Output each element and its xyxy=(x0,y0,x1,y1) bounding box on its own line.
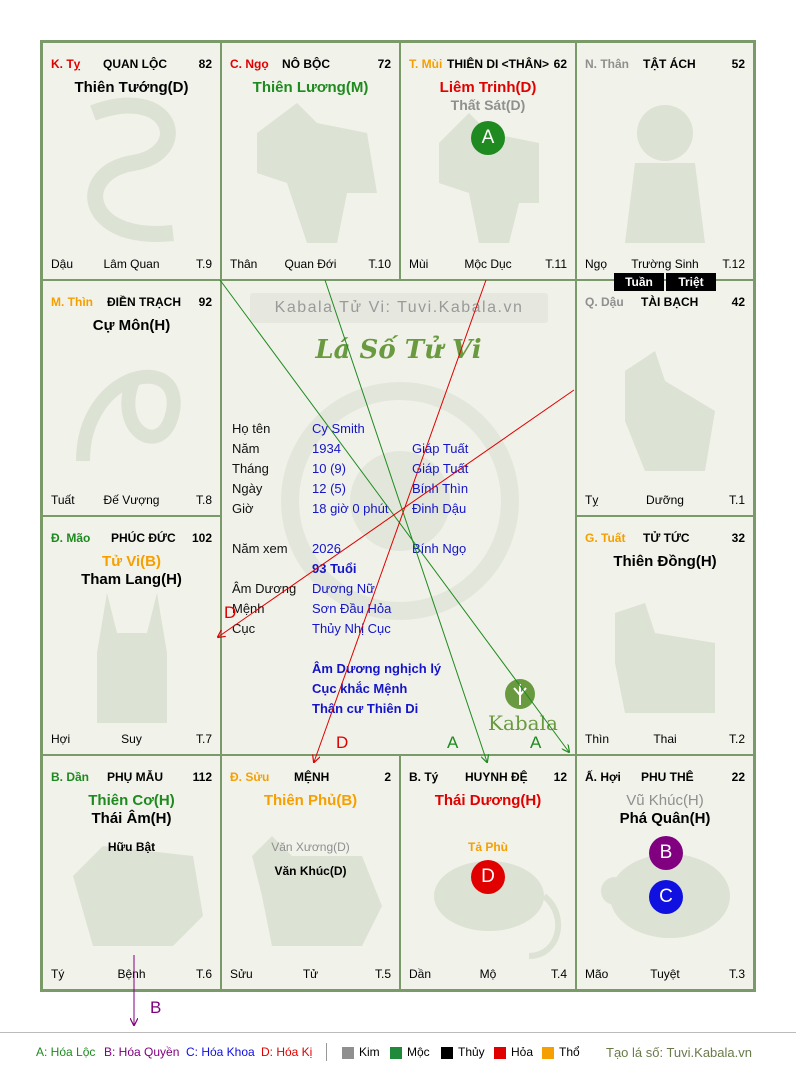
cell-suu-position: Đ. Sửu xyxy=(230,770,270,784)
cell-mui-star-2: Thất Sát(D) xyxy=(450,97,526,113)
cell-thin-foot-2: Đế Vượng xyxy=(103,493,160,507)
cell-suu-foot-1: Sửu xyxy=(230,967,253,981)
cell-tyz-palace: HUYNH ĐỆ xyxy=(465,770,528,784)
center-title: Lá Số Tử Vi xyxy=(315,335,482,365)
cell-thin-star-1: Cự Môn(H) xyxy=(92,317,171,334)
cell-than-foot-3: T.12 xyxy=(722,257,745,271)
cell-ngo-number: 72 xyxy=(377,57,391,71)
info-label-name: Họ tên xyxy=(232,421,271,436)
brand-watermark: Kabala Tử Vi: Tuvi.Kabala.vn xyxy=(250,293,548,323)
cell-hoi-number: 22 xyxy=(731,770,745,784)
cell-tuat-foot-1: Thìn xyxy=(585,732,610,746)
cell-ngo-foot-1: Thân xyxy=(230,257,258,271)
tuan-tag: Tuần xyxy=(614,273,664,291)
cell-dan-foot-2: Bệnh xyxy=(117,967,146,981)
cell-thin-foot-1: Tuất xyxy=(51,493,75,507)
info-canchi-month: Giáp Tuất xyxy=(412,461,469,476)
badge-a: A xyxy=(471,121,505,155)
info-value-am-duong: Dương Nữ xyxy=(312,581,375,596)
cell-dau-foot-1: Tỵ xyxy=(585,493,599,507)
cell-mao-star-2: Tham Lang(H) xyxy=(81,571,182,588)
legend-moc: Mộc xyxy=(407,1045,430,1059)
cell-mui-palace: THIÊN DI <THÂN> xyxy=(447,57,550,71)
cell-tyz-foot-2: Mộ xyxy=(479,967,497,981)
cell-hoi-position: Ấ. Hợi xyxy=(585,770,621,784)
cell-suu-minor-1: Văn Xương(D) xyxy=(271,840,350,854)
cell-dau-number: 42 xyxy=(731,295,745,309)
cell-ngo-palace: NÔ BỘC xyxy=(282,57,330,71)
legend-thuy: Thủy xyxy=(458,1045,485,1059)
note-1: Âm Dương nghịch lý xyxy=(312,661,442,676)
cell-than-palace: TẬT ÁCH xyxy=(643,57,696,71)
cell-dau-foot-3: T.1 xyxy=(728,493,745,507)
cell-than-position: N. Thân xyxy=(585,57,629,71)
info-age: 93 Tuổi xyxy=(312,561,357,576)
cell-ty-position: K. Tỵ xyxy=(51,57,81,71)
cell-than-number: 52 xyxy=(731,57,745,71)
cell-tyz-number: 12 xyxy=(553,770,567,784)
cell-thin-palace: ĐIỀN TRẠCH xyxy=(107,295,181,309)
arrow-a-2 xyxy=(325,280,487,762)
cell-tyz-star-1: Thái Dương(H) xyxy=(434,792,542,809)
cell-tuat-foot-3: T.2 xyxy=(728,732,745,746)
cell-tuat-star-1: Thiên Đồng(H) xyxy=(613,553,717,570)
info-value-day: 12 (5) xyxy=(312,481,346,496)
note-3: Thân cư Thiên Di xyxy=(312,701,419,716)
cell-tuat-foot-2: Thai xyxy=(653,732,677,746)
swatch-thuy xyxy=(441,1047,453,1059)
arrow-a-1 xyxy=(220,280,569,752)
cell-mao-star-1: Tử Vi(B) xyxy=(102,553,161,570)
info-canchi-hour: Đinh Dậu xyxy=(412,501,467,516)
credit-text: Tạo lá số: Tuvi.Kabala.vn xyxy=(606,1045,752,1060)
triet-tag: Triệt xyxy=(666,273,716,291)
arrow-label-a-2: A xyxy=(530,733,542,752)
cell-mui-position: T. Mùi xyxy=(409,57,443,71)
cell-tyz-foot-1: Dần xyxy=(409,967,432,981)
cell-tuat-palace: TỬ TỨC xyxy=(643,531,690,545)
legend-hoa: Hỏa xyxy=(511,1045,534,1059)
cell-ngo-foot-2: Quan Đới xyxy=(284,257,337,271)
cell-than-foot-1: Ngọ xyxy=(585,257,608,271)
cell-tuat-position: G. Tuất xyxy=(585,531,626,545)
legend-tho: Thổ xyxy=(559,1045,580,1059)
cell-mui-star-1: Liêm Trinh(D) xyxy=(439,79,537,96)
cell-ty-foot-2: Lâm Quan xyxy=(103,257,160,271)
info-value-view-year: 2026 xyxy=(312,541,341,556)
cell-hoi-foot-2: Tuyệt xyxy=(650,967,680,981)
arrow-d-2 xyxy=(218,390,574,637)
info-label-cuc: Cục xyxy=(232,621,256,636)
info-label-menh: Mệnh xyxy=(232,601,265,616)
badge-d: D xyxy=(471,860,505,894)
info-value-year: 1934 xyxy=(312,441,341,456)
cell-thin-number: 92 xyxy=(198,295,212,309)
cell-dan-star-2: Thái Âm(H) xyxy=(91,810,172,827)
arrow-d-1 xyxy=(314,280,486,762)
legend-hoa-ki: D: Hóa Kị xyxy=(261,1045,313,1059)
cell-mui-foot-1: Mùi xyxy=(409,257,429,271)
info-value-menh: Sơn Đầu Hỏa xyxy=(312,601,392,616)
cell-hoi-palace: PHU THÊ xyxy=(641,770,694,784)
info-label-am-duong: Âm Dương xyxy=(232,581,297,596)
info-label-month: Tháng xyxy=(232,461,269,476)
info-label-day: Ngày xyxy=(232,481,263,496)
cell-tuat-number: 32 xyxy=(731,531,745,545)
legend-hoa-quyen: B: Hóa Quyền xyxy=(104,1045,180,1059)
cell-dan-foot-3: T.6 xyxy=(195,967,212,981)
cell-tyz-minor-1: Tả Phù xyxy=(467,840,508,854)
cell-ty-number: 82 xyxy=(198,57,212,71)
swatch-moc xyxy=(390,1047,402,1059)
arrow-label-d-1: D xyxy=(224,603,237,622)
info-value-cuc: Thủy Nhị Cục xyxy=(312,621,391,636)
badge-b: B xyxy=(649,836,683,870)
badge-c: C xyxy=(649,880,683,914)
legend-hoa-khoa: C: Hóa Khoa xyxy=(186,1045,255,1059)
arrow-label-a-1: A xyxy=(447,733,459,752)
cell-mui-foot-2: Mộc Dục xyxy=(464,257,512,271)
info-canchi-year: Giáp Tuất xyxy=(412,441,469,456)
info-value-name: Cy Smith xyxy=(312,421,365,436)
cell-dan-palace: PHỤ MẪU xyxy=(107,770,163,784)
legend-kim: Kim xyxy=(359,1045,380,1059)
swatch-hoa xyxy=(494,1047,506,1059)
cell-ty-foot-3: T.9 xyxy=(195,257,212,271)
swatch-kim xyxy=(342,1047,354,1059)
info-label-year: Năm xyxy=(232,441,260,456)
info-value-hour: 18 giờ 0 phút xyxy=(312,501,389,516)
cell-mao-position: Đ. Mão xyxy=(51,531,91,545)
cell-ngo-position: C. Ngọ xyxy=(230,57,269,71)
cell-thin-position: M. Thìn xyxy=(51,295,93,309)
cell-dan-foot-1: Tý xyxy=(51,967,65,981)
cell-thin-foot-3: T.8 xyxy=(195,493,212,507)
cell-hoi-star-1: Vũ Khúc(H) xyxy=(626,792,704,809)
cell-dau-foot-2: Dưỡng xyxy=(646,493,684,507)
info-label-view-year: Năm xem xyxy=(232,541,288,556)
kabala-logo-text: Kabala xyxy=(488,711,558,735)
info-canchi-day: Bính Thìn xyxy=(412,481,469,496)
cell-dan-minor-1: Hữu Bật xyxy=(107,840,156,854)
cell-tyz-foot-3: T.4 xyxy=(550,967,567,981)
swatch-tho xyxy=(542,1047,554,1059)
cell-mao-foot-1: Hợi xyxy=(51,732,71,746)
arrow-label-b: B xyxy=(150,998,162,1017)
cell-ty-star-1: Thiên Tướng(D) xyxy=(74,79,189,96)
cell-suu-foot-2: Tử xyxy=(302,967,319,981)
cell-suu-minor-2: Văn Khúc(D) xyxy=(274,864,347,878)
cell-hoi-foot-3: T.3 xyxy=(728,967,745,981)
cell-than-foot-2: Trường Sinh xyxy=(631,257,699,271)
arrow-label-d-2: D xyxy=(336,733,349,752)
cell-ty-foot-1: Dậu xyxy=(51,257,74,271)
info-label-hour: Giờ xyxy=(232,501,254,516)
cell-hoi-foot-1: Mão xyxy=(585,967,609,981)
cell-ngo-foot-3: T.10 xyxy=(368,257,391,271)
cell-ngo-star-1: Thiên Lương(M) xyxy=(252,79,369,96)
cell-dan-number: 112 xyxy=(192,770,212,784)
cell-ty-palace: QUAN LỘC xyxy=(103,57,167,71)
cell-mui-number: 62 xyxy=(553,57,567,71)
cell-mao-foot-3: T.7 xyxy=(195,732,212,746)
legend-bar xyxy=(0,1032,796,1070)
info-value-month: 10 (9) xyxy=(312,461,346,476)
cell-mao-foot-2: Suy xyxy=(121,732,142,746)
cell-suu-foot-3: T.5 xyxy=(374,967,391,981)
cell-suu-palace: MỆNH xyxy=(294,770,330,784)
cell-mao-palace: PHÚC ĐỨC xyxy=(111,531,176,545)
cell-mui-foot-3: T.11 xyxy=(545,257,567,271)
cell-suu-number: 2 xyxy=(384,770,391,784)
info-canchi-view-year: Bính Ngọ xyxy=(412,541,467,556)
cell-dau-position: Q. Dậu xyxy=(585,295,624,309)
legend-divider xyxy=(326,1043,327,1061)
cell-hoi-star-2: Phá Quân(H) xyxy=(619,810,711,827)
legend-hoa-loc: A: Hóa Lộc xyxy=(36,1045,96,1059)
cell-suu-star-1: Thiên Phủ(B) xyxy=(263,792,358,809)
cell-dan-position: B. Dần xyxy=(51,770,90,784)
cell-tyz-position: B. Tý xyxy=(409,770,439,784)
cell-mao-number: 102 xyxy=(191,531,212,545)
note-2: Cục khắc Mệnh xyxy=(312,681,408,696)
cell-dan-star-1: Thiên Cơ(H) xyxy=(88,792,175,809)
cell-dau-palace: TÀI BẠCH xyxy=(641,295,699,309)
